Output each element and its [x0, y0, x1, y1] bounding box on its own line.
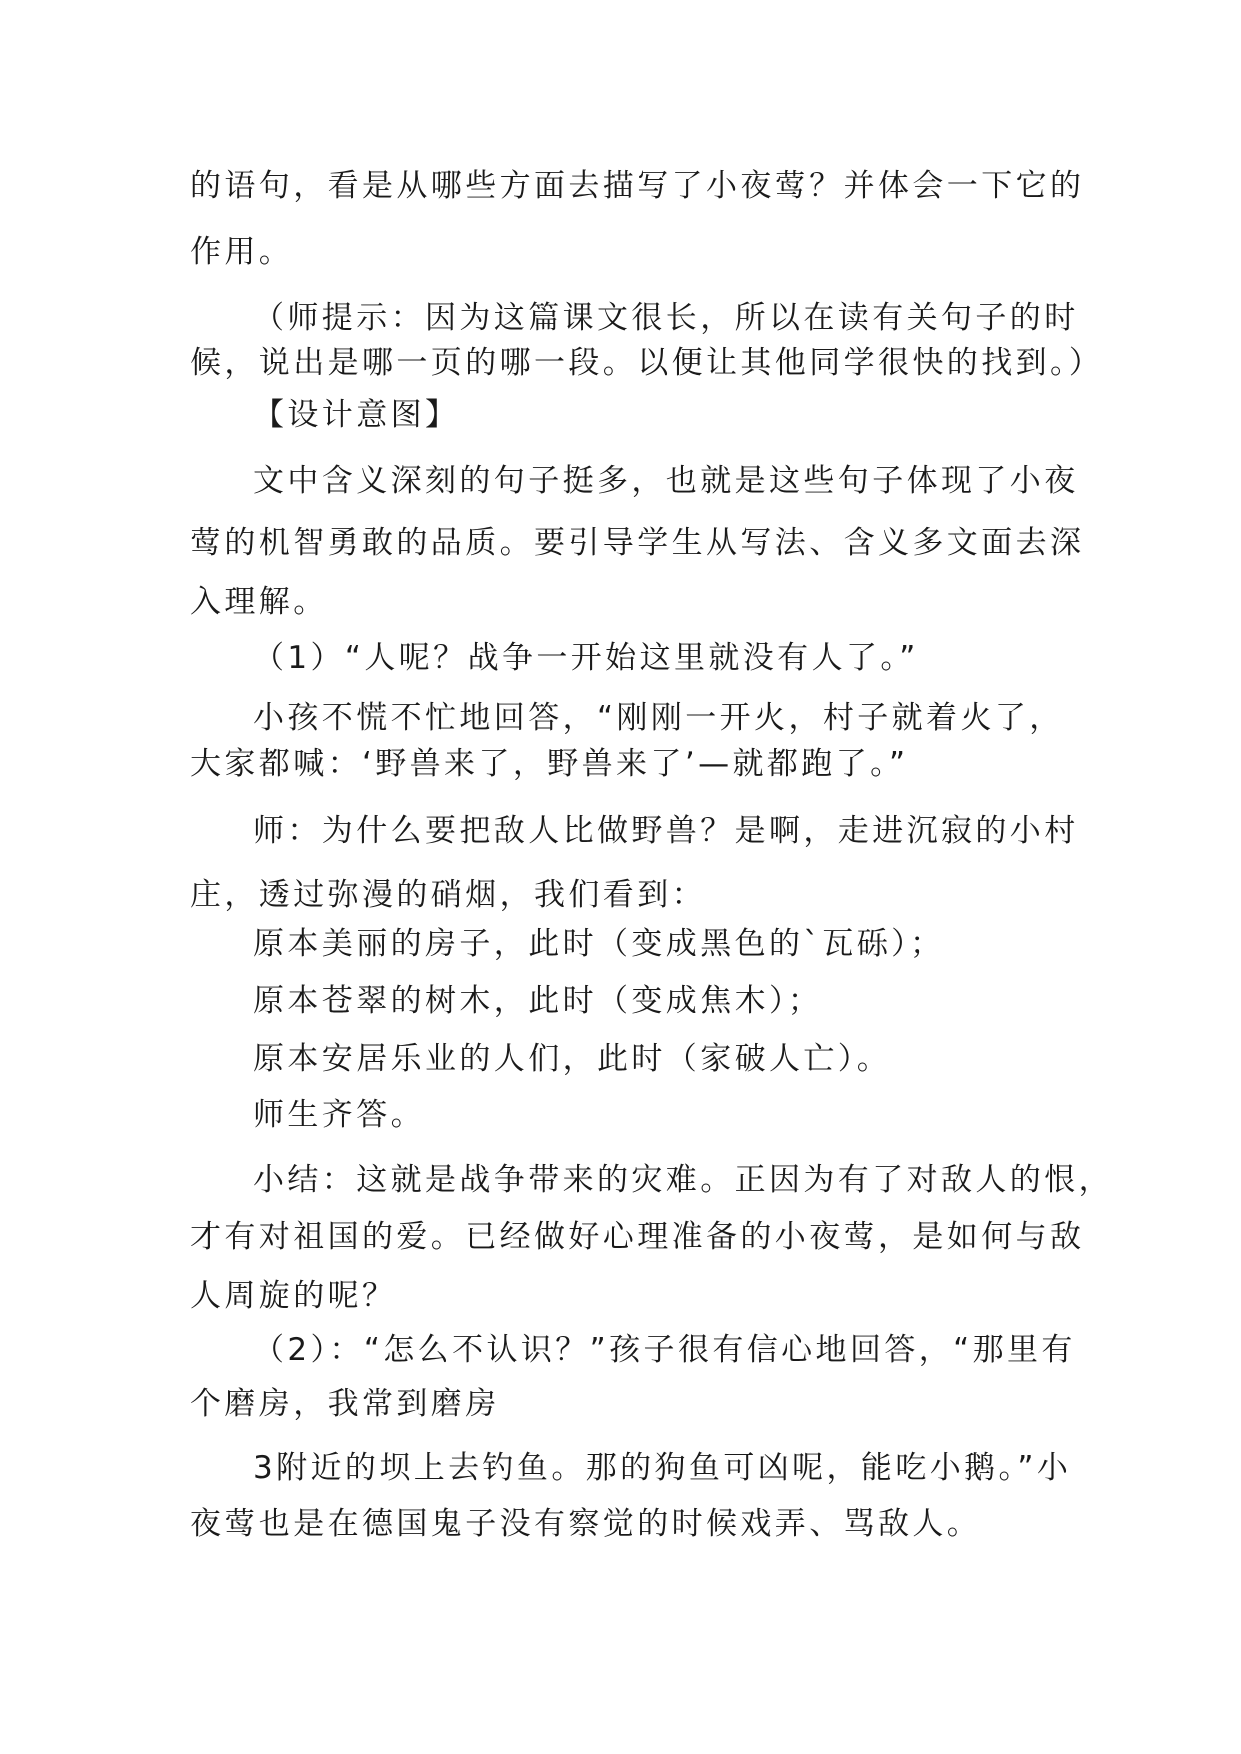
text-line: 庄，透过弥漫的硝烟，我们看到：	[190, 877, 706, 913]
text-line: 夜莺也是在德国鬼子没有察觉的时候戏弄、骂敌人。	[190, 1506, 982, 1542]
text-line: 师生齐答。	[253, 1097, 425, 1133]
text-line: 莺的机智勇敢的品质。要引导学生从写法、含义多文面去深	[190, 525, 1085, 561]
text-line: 原本苍翠的树木，此时（变成焦木）；	[253, 983, 823, 1019]
text-line: （2）：“怎么不认识？”孩子很有信心地回答，“那里有	[253, 1332, 1076, 1368]
text-line: 大家都喊：‘野兽来了，野兽来了’—就都跑了。”	[190, 746, 909, 782]
text-line: 3附近的坝上去钓鱼。那的狗鱼可凶呢，能吃小鹅。”小	[253, 1450, 1072, 1486]
text-line: 候，说出是哪一页的哪一段。以便让其他同学很快的找到。）	[190, 345, 1104, 381]
text-line: 的语句，看是从哪些方面去描写了小夜莺？并体会一下它的	[190, 168, 1085, 204]
text-line: 个磨房，我常到磨房	[190, 1386, 500, 1422]
text-line: 人周旋的呢？	[190, 1278, 397, 1314]
text-line: 原本安居乐业的人们，此时（家破人亡）。	[253, 1041, 892, 1077]
text-line: （1）“人呢？战争一开始这里就没有人了。”	[253, 640, 919, 676]
text-line: （师提示：因为这篇课文很长，所以在读有关句子的时	[253, 300, 1079, 336]
text-line: 入理解。	[190, 584, 328, 620]
text-line: 师：为什么要把敌人比做野兽？是啊，走进沉寂的小村	[253, 813, 1079, 849]
text-line: 小结：这就是战争带来的灾难。正因为有了对敌人的恨，	[253, 1162, 1113, 1198]
text-line: 小孩不慌不忙地回答，“刚刚一开火，村子就着火了，	[253, 700, 1064, 736]
text-line: 文中含义深刻的句子挺多，也就是这些句子体现了小夜	[253, 463, 1079, 499]
text-line: 作用。	[190, 234, 294, 270]
text-line: 原本美丽的房子，此时（变成黑色的`瓦砾）；	[253, 926, 945, 962]
section-heading: 【设计意图】	[253, 397, 460, 433]
text-line: 才有对祖国的爱。已经做好心理准备的小夜莺，是如何与敌	[190, 1219, 1085, 1255]
